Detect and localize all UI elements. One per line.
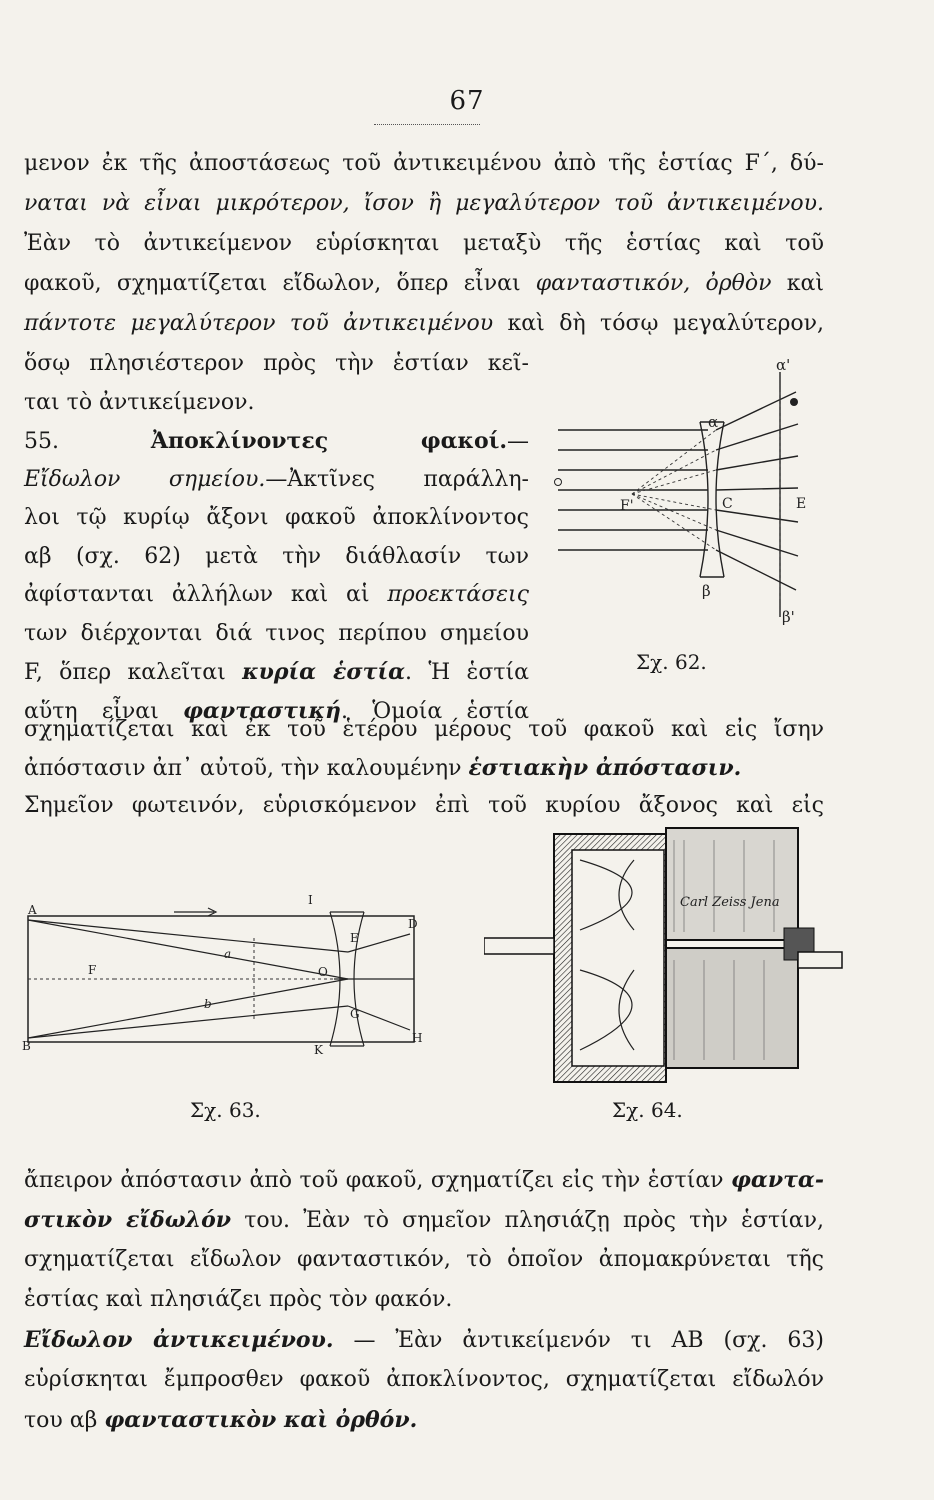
text-segment: ναται νὰ εἶναι μικρότερον, ἴσον ἢ μεγαλύτερον τοῦ ἀντικειμένου. (24, 191, 824, 216)
text-line (24, 350, 529, 378)
fig63-label-F: F (88, 963, 97, 977)
fig62-label-a: α (708, 413, 719, 431)
text-segment: —Ἀκτῖνες παράλλη- (265, 466, 529, 492)
fig63-label-B: B (22, 1039, 31, 1053)
text-segment: καὶ δὴ τόσῳ μεγαλύτερον, (493, 311, 824, 336)
text-segment: ἀφίστανται ἀλλήλων καὶ αἱ (24, 582, 388, 607)
fig62-label-a-prime: α' (776, 356, 791, 374)
fig62-label-b: β (702, 582, 711, 600)
text-segment: μενον ἐκ τῆς ἀποστάσεως τοῦ ἀντικειμένου ἀπὸ τῆς ἑστίας F΄, δύ- (24, 151, 824, 176)
fig63-label-D: D (408, 917, 418, 931)
text-segment: 55. (24, 429, 151, 454)
page-number: 67 (449, 86, 485, 116)
text-line (24, 716, 824, 744)
figure-64-caption: Σχ. 64. (612, 1098, 683, 1122)
text-segment: Εἴδωλον σημείου. (24, 466, 266, 492)
fig63-label-O: O (318, 965, 328, 979)
text-segment: . Ὁμοία ἑστία (341, 698, 529, 724)
text-line (24, 427, 529, 456)
text-line (24, 620, 529, 648)
text-line (24, 270, 824, 298)
text-line (24, 1326, 824, 1355)
figure-64-lens-cutaway-engraving (484, 820, 844, 1090)
text-segment: κυρία ἑστία (242, 659, 406, 685)
text-segment: F, ὅπερ καλεῖται (24, 660, 243, 685)
text-segment: — Ἐὰν ἀντικείμενόν τι ΑΒ (σχ. 63) (333, 1328, 824, 1353)
fig62-label-E: E (796, 496, 807, 512)
text-segment: φανταστικὸν καὶ ὀρθόν. (104, 1407, 418, 1433)
text-line (24, 1166, 824, 1195)
fig63-label-E: E (350, 931, 359, 945)
fig63-label-a: a (224, 947, 232, 961)
text-segment: του αβ (24, 1408, 105, 1433)
text-segment: πάντοτε μεγαλύτερον τοῦ ἀντικειμένου (24, 311, 494, 336)
text-line (24, 1246, 824, 1274)
fig63-label-K: K (314, 1043, 323, 1057)
text-line (24, 754, 824, 783)
figure-63-object-image-diagram (14, 882, 434, 1057)
text-segment: Ἀποκλίνοντες φακοί. (150, 428, 507, 454)
text-segment: ἑστιακὴν ἀπόστασιν. (468, 755, 742, 781)
figure-63-caption: Σχ. 63. (190, 1098, 261, 1122)
fig63-label-G: G (350, 1007, 360, 1021)
header-rule (374, 124, 480, 125)
text-segment: φανταστικόν, ὀρθὸν (535, 271, 772, 296)
fig63-label-I: I (308, 893, 313, 907)
text-line (24, 230, 824, 258)
text-segment: Ἐὰν τὸ ἀντικείμενον εὑρίσκηται μεταξὺ τῆς ἑστίας καὶ τοῦ (24, 231, 824, 256)
text-line (24, 543, 529, 571)
text-segment: αὕτη εἶναι (24, 698, 184, 724)
text-line (24, 389, 529, 417)
text-segment: εὑρίσκηται ἔμπροσθεν φακοῦ ἀποκλίνοντος, σχηματίζεται εἴδωλόν (24, 1367, 824, 1392)
text-segment: ἀπόστασιν ἀπ᾿ αὐτοῦ, τὴν καλουμένην (24, 756, 469, 781)
text-line (24, 1206, 824, 1235)
text-line (24, 150, 824, 178)
text-segment: φαντα- (731, 1167, 824, 1193)
fig62-label-F: F' (620, 498, 634, 514)
text-segment: ἄπειρον ἀπόστασιν ἀπὸ τοῦ φακοῦ, σχηματίζει εἰς τὴν ἑστίαν (24, 1168, 732, 1193)
text-line (24, 190, 824, 218)
text-segment: Εἴδωλον ἀντικειμένου. (24, 1327, 334, 1353)
text-line (24, 504, 529, 532)
text-segment: λοι τῷ κυρίῳ ἄξονι φακοῦ ἀποκλίνοντος (24, 505, 529, 530)
text-segment: Σημεῖον φωτεινόν, εὑρισκόμενον ἐπὶ τοῦ κυρίου ἄξονος καὶ εἰς (24, 793, 824, 818)
text-line (24, 581, 529, 609)
text-segment: αβ (σχ. 62) μετὰ τὴν διάθλασίν των (24, 543, 529, 569)
text-segment: φακοῦ, σχηματίζεται εἴδωλον, ὅπερ εἶναι (24, 271, 536, 296)
text-segment: ἑστίας καὶ πλησιάζει πρὸς τὸν φακόν. (24, 1287, 453, 1312)
text-segment: του. Ἐὰν τὸ σημεῖον πλησιάζῃ πρὸς τὴν ἑστίαν, (231, 1208, 824, 1233)
text-segment: σχηματίζεται καὶ ἐκ τοῦ ἑτέρου μέρους τοῦ φακοῦ καὶ εἰς ἴσην (24, 717, 824, 742)
text-line (24, 1286, 824, 1314)
text-segment: καὶ (771, 271, 824, 296)
figure-62-caption: Σχ. 62. (636, 650, 707, 674)
fig63-label-b: b (204, 997, 212, 1011)
text-segment: — (507, 429, 529, 454)
text-line (24, 1366, 824, 1394)
text-segment: των διέρχονται διά τινος περίπου σημείου (24, 620, 529, 646)
text-segment: σχηματίζεται εἴδωλον φανταστικόν, τὸ ὁποῖον ἀπομακρύνεται τῆς (24, 1247, 824, 1272)
text-line (24, 658, 529, 687)
text-line (24, 1406, 824, 1435)
fig62-label-C: C (722, 496, 733, 512)
text-segment: ται τὸ ἀντικείμενον. (24, 389, 255, 415)
figure-62-diverging-lens-diagram (548, 352, 848, 642)
fig64-engraving-text: Carl Zeiss Jena (680, 895, 780, 910)
fig62-label-b-prime: β' (782, 608, 795, 626)
text-segment: φανταστική (183, 697, 342, 724)
fig63-label-H: H (412, 1031, 423, 1045)
text-segment: προεκτάσεις (387, 582, 529, 607)
text-segment: στικὸν εἴδωλόν (24, 1207, 232, 1233)
text-line (24, 466, 529, 494)
text-segment: . Ἡ ἑστία (405, 660, 529, 685)
fig63-label-A: A (28, 903, 37, 917)
text-segment: ὅσῳ πλησιέστερον πρὸς τὴν ἑστίαν κεῖ- (24, 351, 529, 376)
text-line (24, 310, 824, 338)
text-line (24, 792, 824, 820)
